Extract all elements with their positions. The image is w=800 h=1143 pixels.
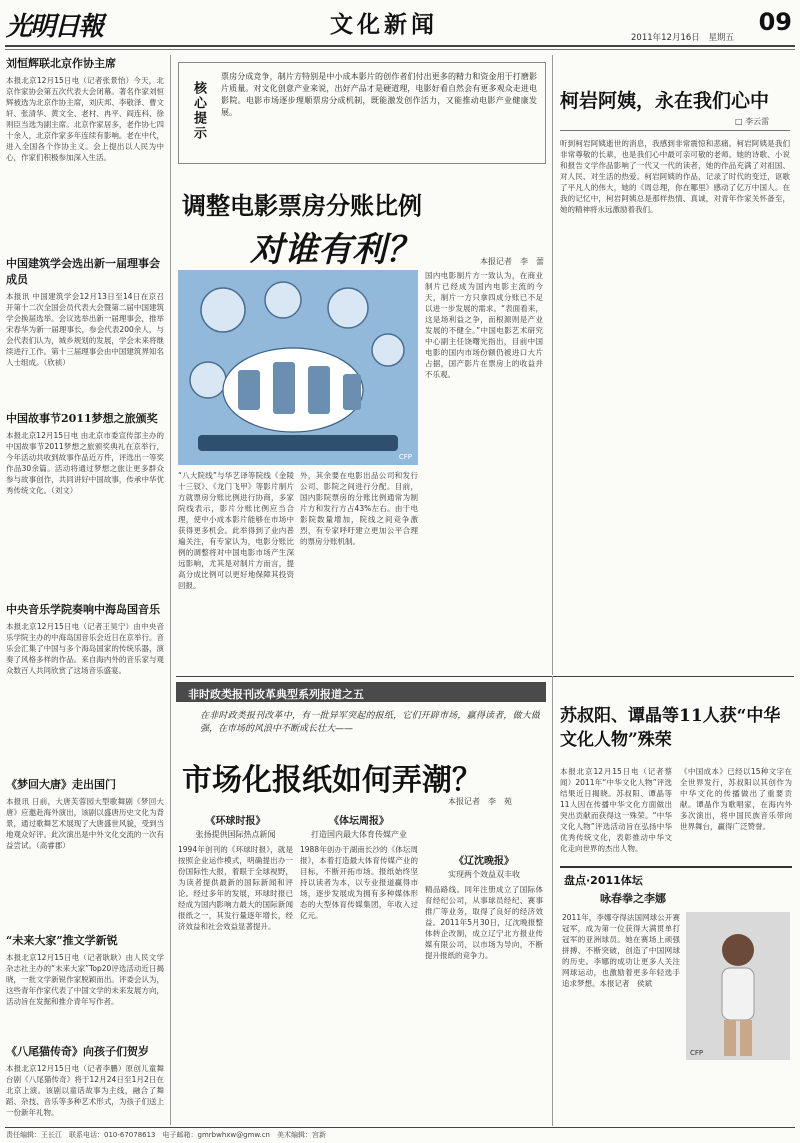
- lead-title: 对谁有利？: [250, 230, 420, 270]
- lead-col-3: 国内电影制片方一致认为，在商业制片已经成为国内电影主流的今天，制片一方只拿四成分账已不足以进一步发展的需求。“表面看来，这是场利益之争，而根源则是产业发展的不健全。”中国电影艺术研究中心副主任饶曙光指出，目前中国电影的国内市场份额仍被进口大片占据，国产影片在票房上的收益并不乐观。: [425, 271, 543, 379]
- issue-date: 2011年12月16日: [631, 33, 700, 43]
- market-col-3: [425, 812, 543, 1122]
- series-banner: [176, 682, 546, 702]
- brief-body: 本报北京12月15日电（记者耿耿）由人民文学杂志社主办的“未来大家”Top20评选活动近日揭晓，一批文学新锐作家脱颖而出。评委会认为，这些青年作家代表了中国文学的未来发展方向，活动旨在发掘和推介青年写作者。: [6, 953, 164, 1006]
- brief-6: [6, 932, 164, 1037]
- column-divider: [552, 55, 553, 675]
- banner-text: 非时政类报刊改革典型系列报道之五: [188, 688, 364, 701]
- market-text: 1994年创刊的《环球时报》，就是按照企业运作模式，明确提出办一份国际性大报，着眼于全球视野，为读者提供最新的国际新闻和评论。经过多年的发展，环球时报已经成为国内影响力最大的国际新闻报纸之一，其发行量逐年增长，经济效益和社会效益显著提升。: [178, 845, 293, 931]
- market-sub-title: 《辽沈晚报》: [454, 856, 514, 867]
- opinion-title: 柯岩阿姨，永在我们心中: [560, 90, 770, 112]
- film-reel-illustration: [178, 270, 418, 465]
- award-title: 苏叔阳、谭晶等11人获“中华文化人物”殊荣: [560, 706, 781, 750]
- footer-rule: [5, 1127, 795, 1128]
- column-divider: [552, 676, 553, 1126]
- sports-photo-credit: CFP: [690, 1049, 704, 1057]
- lead-photo-credit: CFP: [398, 453, 412, 461]
- brief-4: [6, 601, 164, 766]
- page-number: 09: [758, 8, 792, 36]
- column-divider: [170, 55, 171, 1125]
- brief-title: 中国故事节2011梦想之旅颁奖: [6, 412, 158, 425]
- brief-body: 本报讯 日前，大唐芙蓉园大型歌舞剧《梦回大唐》应邀赴海外演出，该剧以盛唐历史文化为背景，通过歌舞艺术展现了大唐盛世风貌，受到当地观众好评。此次演出是中外文化交流的一次有益尝试。（高睿郡）: [6, 797, 164, 850]
- core-label: 核心提示: [191, 81, 206, 141]
- masthead-logo: 光明日報: [6, 12, 103, 42]
- market-byline: 本报记者 李 苑: [448, 797, 512, 806]
- brief-5: [6, 776, 164, 926]
- issue-weekday: 星期五: [708, 33, 734, 43]
- market-text: 1988年创办于湖南长沙的《体坛周报》，本着打造最大体育传媒产业的目标，不断开拓市场。报纸始终坚持以读者为本，以专业报道赢得市场，逐步发展成为拥有多种媒体形态的大型体育传媒集团，年收入过亿元。: [300, 845, 418, 920]
- award-col-b: 《中国成本》已经以15种文字在全世界发行，苏叔阳以其创作为中华文化的传播做出了重要贡献。谭晶作为歌唱家，在海内外多次演出，将中国民族音乐带向世界舞台，赢得广泛赞誉。: [680, 767, 792, 831]
- brief-title: 《八尾猫传奇》向孩子们贺岁: [6, 1045, 149, 1058]
- brief-title: 中央音乐学院奏响中海岛国音乐: [6, 603, 160, 616]
- opinion-byline: □ 李云雷: [735, 117, 770, 126]
- brief-1: [6, 55, 164, 245]
- sports-text: 2011年，李娜夺得法国网球公开赛冠军，成为第一位获得大满贯单打冠军的亚洲球员。她在赛场上顽强拼搏、不断突破，创造了中国网球的历史。李娜的成功让更多人关注网球运动，也激励着更多年轻选手追求梦想。本报记者 侯斌: [562, 913, 680, 988]
- market-sub-title: 《环球时报》: [205, 816, 266, 827]
- tennis-player-illustration: [686, 912, 790, 1060]
- left-column: [6, 55, 164, 1120]
- market-sub-subtitle: 打造国内最大体育传媒产业: [311, 830, 407, 839]
- market-sub-subtitle: 张扬提供国际热点新闻: [195, 830, 276, 839]
- brief-3: [6, 410, 164, 595]
- brief-body: 本报北京12月15日电 由北京市委宣传部主办的中国故事节2011梦想之旅颁奖典礼在京举行，今年活动共收到故事作品近万件，评选出一等奖作品30余篇。活动将通过梦想之旅让更多群众参与故事创作，共同讲好中国故事，传承中华优秀传统文化。（刘文）: [6, 431, 164, 495]
- market-sub-subtitle: 实现两个效益双丰收: [448, 870, 520, 879]
- brief-title: 刘恒辉联北京作协主席: [6, 57, 116, 70]
- masthead-rule: [5, 45, 795, 47]
- market-col-1: [178, 812, 293, 1122]
- sports-header: 盘点·2011体坛: [564, 874, 643, 887]
- sports-subtitle: 咏春拳之李娜: [600, 892, 666, 905]
- core-summary: [178, 62, 546, 164]
- market-col-2: [300, 812, 418, 1122]
- market-sub-title: 《体坛周报》: [329, 816, 389, 827]
- lead-kicker: 调整电影票房分账比例: [182, 191, 422, 220]
- date-bar: [631, 31, 734, 43]
- sports-box: [560, 866, 792, 1126]
- masthead-rule-thin: [5, 49, 795, 50]
- brief-body: 本报北京12月15日电（记者王昊宁）由中央音乐学院主办的中海岛国音乐会近日在京举行。音乐会汇集了中国与多个海岛国家的传统乐器，演奏了风格多样的作品。来自海内外的音乐家与观众数百人共同欣赏了这场音乐盛宴。: [6, 622, 164, 675]
- brief-2: [6, 255, 164, 400]
- award-col-a: 本报北京12月15日电（记者蔡闻）2011年“中华文化人物”评选结果近日揭晓。苏叔阳、谭晶等11人因在传播中华文化方面做出突出贡献而获得这一殊荣。“中华文化人物”评选活动旨在弘扬中华优秀传统文化，表彰推动中华文化走向世界的杰出人物。: [560, 767, 672, 853]
- brief-7: [6, 1043, 164, 1120]
- brief-title: 中国建筑学会选出新一届理事会成员: [6, 257, 160, 286]
- core-text: 票房分成竞争，制片方特别是中小成本影片的创作者们付出更多的精力和资金用于打磨影片质量。对文化创意产业来说，出好产品才是硬道理，电影好看自然会有更多观众走进电影院。电影市场逐步理顺票房分成机制，既能激发创作活力，又能推动电影产业健康发展。: [221, 72, 537, 117]
- lead-byline: 本报记者 李 蕾: [480, 257, 544, 266]
- footer-text: 责任编辑：王长江 联系电话：010-67078613 电子邮箱：gmrbwhxw@gmw.cn 美术编辑：宫新: [6, 1131, 326, 1139]
- sports-photo: [686, 912, 790, 1060]
- banner-rule: [176, 676, 794, 677]
- market-intro: 在非时政类报刊改革中，有一批异军突起的报纸，它们开辟市场，赢得读者，做大做强，在市场的风浪中不断成长壮大——: [200, 711, 540, 734]
- brief-body: 本报讯 中国建筑学会12月13日至14日在京召开第十二次全国会员代表大会暨第二届中国建筑学会换届选举。会议选举出新一届理事会，推举宋春华为新一届理事长，参会代表200余人，与会代表们认为，城乡规划的发展，学会未来将继续进行工作。第十三届理事会由中国建筑界知名人士组成。（欣祯）: [6, 292, 164, 367]
- lead-col-1: “八大院线”与华艺译等院线《金陵十三钗》、《龙门飞甲》等影片制片方就票房分账比例进行协商，多家院线表示，影片分账比例应当合理，使中小成本影片能够在市场中获得更多机会。此举得到了业内普遍关注，有专家认为，电影分账比例的调整将对中国电影市场产生深远影响，尤其是对制片方而言，提高分成比例可以更好地保障其投资回报。: [178, 471, 294, 590]
- brief-title: “未来大家”推文学新锐: [6, 934, 118, 947]
- lead-illustration: [178, 270, 418, 465]
- section-title: 文化新闻: [330, 11, 438, 38]
- brief-title: 《梦回大唐》走出国门: [6, 778, 116, 791]
- market-title: 市场化报纸如何弄潮？: [182, 763, 482, 798]
- lead-col-2: 外，其余要在电影出品公司和发行公司、影院之间进行分配。目前，国内影院票房的分账比例通常为制片方和发行方占43%左右。由于电影院数量增加，院线之间竞争激烈，有专家呼吁建立更加公平合理的票房分账机制。: [300, 471, 418, 546]
- brief-body: 本报北京12月15日电（记者李鹏）原创儿童舞台剧《八尾猫传奇》将于12月24日至1月2日在北京上演。该剧以童话故事为主线，融合了舞蹈、杂技、音乐等多种艺术形式，为孩子们送上一份新年礼物。: [6, 1064, 164, 1117]
- opinion-rule: [560, 130, 790, 131]
- opinion-text: 听到柯岩阿姨逝世的消息，我感到非常震惊和悲痛。柯岩阿姨是我们非常尊敬的长辈，也是我们心中最可亲可敬的老师。她的诗歌、小说和报告文学作品影响了一代又一代的读者，她的作品充满了对祖国、对人民、对生活的热爱。柯岩阿姨的作品，记录了时代的变迁，讴歌了平凡人的伟大，她的《周总理，你在哪里》感动了亿万中国人。在我的记忆中，柯岩阿姨总是那样热情、真诚，对青年作家关怀备至，她的精神将永远激励着我们。: [560, 139, 790, 214]
- brief-body: 本报北京12月15日电（记者张景怡）今天，北京作家协会第五次代表大会闭幕。著名作家刘恒辉被选为北京作协主席，刘庆邦、李敬泽、曹文轩、张清华、黄文全、老村、冉平、阎连科、徐则臣当选为副主席。北京作家居多，老作协七四十余人，北京作家多年连续有影响。老在中代，进入全国各个作协主义。会上提出以人民为中心，作家们积极参加深入生活。: [6, 76, 164, 162]
- market-text: 精品路线。同年注册成立了国际体育经纪公司，从事球员经纪、赛事推广等业务，取得了良好的经济效益。2011年5月30日，辽沈晚报整体转企改制，成立辽宁北方报业传媒有限公司，以市场为导向，不断提升报纸的竞争力。: [425, 885, 543, 960]
